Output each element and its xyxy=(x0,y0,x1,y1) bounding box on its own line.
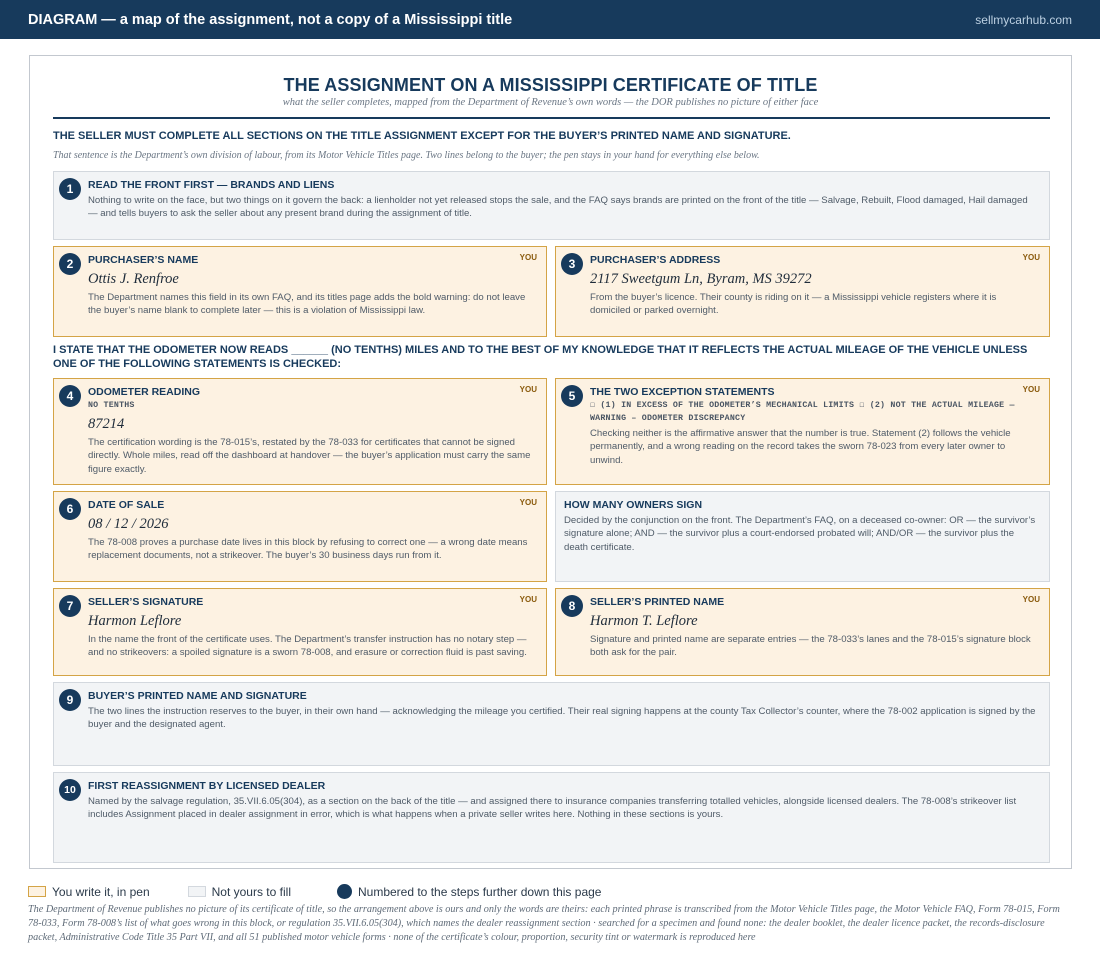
section-title: READ THE FRONT FIRST — BRANDS AND LIENS xyxy=(88,179,335,191)
section-exception-statements xyxy=(555,378,1050,485)
you-tag: YOU xyxy=(1022,385,1040,394)
diagram-header-title: DIAGRAM — a map of the assignment, not a copy of a Mississippi title xyxy=(28,11,513,28)
section-title: SELLER’S PRINTED NAME xyxy=(590,596,725,608)
site-name[interactable]: sellmycarhub.com xyxy=(975,12,1072,27)
no-tenths-label: NO TENTHS xyxy=(88,401,135,410)
title-assignment-sheet xyxy=(29,55,1072,869)
section-description: In the name the front of the certificate uses. The Department’s transfer instruction has no notary step — and no strikeovers: a spoiled signature is a sworn 78-008, and erasure or correction fluid is past saving. xyxy=(88,634,527,659)
you-tag: YOU xyxy=(1022,253,1040,262)
step-number-badge: 7 xyxy=(59,595,81,617)
you-tag: YOU xyxy=(519,595,537,604)
step-number-badge: 5 xyxy=(561,385,583,407)
purchaser-name-value: Ottis J. Renfroe xyxy=(88,271,179,287)
section-description: The two lines the instruction reserves to the buyer, in their own hand — acknowledging the mileage you certified. Their real signing happens at the county Tax Collector’s counter, where the 78-002 application is signed by the buyer and the designated agent. xyxy=(88,706,1036,731)
section-description: Checking neither is the affirmative answer that the number is true. Statement (2) follows the vehicle permanently, and a wrong reading on the record takes the sworn 78-023 from every later owner to unwind. xyxy=(590,428,1011,466)
you-tag: YOU xyxy=(519,385,537,394)
step-number-badge: 9 xyxy=(59,689,81,711)
section-description: Decided by the conjunction on the front. The Department’s FAQ, on a deceased co-owner: OR — the survivor’s signature alone; AND — the survivor plus a court-endorsed probated will; AND/OR — the survivor plus the death certificate. xyxy=(564,515,1036,553)
odometer-value: 87214 xyxy=(88,416,125,432)
section-dealer-reassignment xyxy=(53,772,1050,863)
step-number-badge: 1 xyxy=(59,178,81,200)
section-title: BUYER’S PRINTED NAME AND SIGNATURE xyxy=(88,690,307,702)
section-description: Named by the salvage regulation, 35.VII.6.05(304), as a section on the back of the title — and assigned there to insurance companies transferring totalled vehicles, alongside licensed dealers. The 78-008’s strikeover list includes Assignment placed in dealer assignment in error, which is what happens when a private seller writes here. Nothing in these sections is yours. xyxy=(88,796,1017,821)
seller-signature-value: Harmon Leflore xyxy=(88,613,182,629)
date-of-sale-value: 08 / 12 / 2026 xyxy=(88,516,169,532)
seller-statement: THE SELLER MUST COMPLETE ALL SECTIONS ON THE TITLE ASSIGNMENT EXCEPT FOR THE BUYER’S PRINTED NAME AND SIGNATURE. xyxy=(53,130,791,142)
you-tag: YOU xyxy=(1022,595,1040,604)
section-how-many-owners xyxy=(555,491,1050,582)
section-purchaser-name xyxy=(53,246,547,337)
section-title: FIRST REASSIGNMENT BY LICENSED DEALER xyxy=(88,780,326,792)
section-description: Nothing to write on the face, but two things on it govern the back: a lienholder not yet released stops the sale, and the FAQ says brands are printed on the front of the title — Salvage, Rebuilt, Flood damaged, Hail damaged — and tells buyers to ask the seller about any present brand during the assignment of title. xyxy=(88,195,1028,220)
section-seller-signature xyxy=(53,588,547,676)
legend-not-yours-label: Not yours to fill xyxy=(211,884,291,899)
section-purchaser-address xyxy=(555,246,1050,337)
legend-swatch-not-yours xyxy=(188,886,206,897)
step-number-badge: 4 xyxy=(59,385,81,407)
section-title: THE TWO EXCEPTION STATEMENTS xyxy=(590,386,775,398)
section-title: PURCHASER’S ADDRESS xyxy=(590,254,721,266)
you-tag: YOU xyxy=(519,253,537,262)
section-description: The Department names this field in its own FAQ, and its titles page adds the bold warning: do not leave the buyer’s name blank to complete later — this is a violation of Mississippi law. xyxy=(88,292,526,317)
legend-number-dot xyxy=(337,884,352,899)
purchaser-address-value: 2117 Sweetgum Ln, Byram, MS 39272 xyxy=(590,271,812,287)
section-buyer-name-signature xyxy=(53,682,1050,766)
step-number-badge: 2 xyxy=(59,253,81,275)
section-description: From the buyer’s licence. Their county is riding on it — a Mississippi vehicle registers where it is domiciled or parked overnight. xyxy=(590,292,997,317)
section-title: HOW MANY OWNERS SIGN xyxy=(564,499,703,511)
odometer-statement: I STATE THAT THE ODOMETER NOW READS ______ (NO TENTHS) MILES AND TO THE BEST OF MY KNOWLEDGE THAT IT REFLECTS THE ACTUAL MILEAGE OF THE VEHICLE UNLESS ONE OF THE FOLLOWING STATEMENTS IS CHECKED: xyxy=(53,344,1028,370)
step-number-badge: 6 xyxy=(59,498,81,520)
section-odometer-reading xyxy=(53,378,547,485)
seller-statement-note: That sentence is the Department’s own division of labour, from its Motor Vehicle Titles page. Two lines belong to the buyer; the pen stays in your hand for everything else below. xyxy=(53,150,760,161)
section-title: SELLER’S SIGNATURE xyxy=(88,596,204,608)
legend-swatch-you xyxy=(28,886,46,897)
step-number-badge: 3 xyxy=(561,253,583,275)
section-description: The certification wording is the 78-015’s, restated by the 78-033 for certificates that cannot be signed directly. Whole miles, read off the dashboard at handover — the buyer’s application must carry the same figure exactly. xyxy=(88,437,531,475)
step-number-badge: 10 xyxy=(59,779,81,801)
legend-you-label: You write it, in pen xyxy=(52,884,150,899)
step-number-badge: 8 xyxy=(561,595,583,617)
section-title: PURCHASER’S NAME xyxy=(88,254,199,266)
section-description: The 78-008 proves a purchase date lives in this block by refusing to correct one — a wrong date means replacement documents, not a strikeover. The buyer’s 30 business days run from it. xyxy=(88,537,528,562)
title-rule xyxy=(53,117,1050,119)
exception-checkboxes: ☐ (1) IN EXCESS OF THE ODOMETER’S MECHANICAL LIMITS ☐ (2) NOT THE ACTUAL MILEAGE — WARNING – ODOMETER DISCREPANCY xyxy=(590,401,1015,423)
footnote: The Department of Revenue publishes no picture of its certificate of title, so the arrangement above is ours and only the words are theirs: each printed phrase is transcribed from the Motor Vehicle Titles page, the Motor Vehicle FAQ, Form 78-015, Form 78-033, Form 78-008’s list of what goes wrong in this block, or regulation 35.VII.6.05(304), which names the dealer reassignment section · searched for a specimen and found none: the dealer booklet, the dealer licence packet, the records-disclosure packet, Administrative Code Title 35 Part VII, and all 51 published motor vehicle forms · none of the certificate’s colour, proportion, security tint or watermark is reproduced here xyxy=(28,904,1060,943)
legend-numbered-label: Numbered to the steps further down this page xyxy=(357,884,602,899)
sheet-subtitle: what the seller completes, mapped from the Department of Revenue’s own words — the DOR publishes no picture of either face xyxy=(282,97,819,108)
section-date-of-sale xyxy=(53,491,547,582)
legend xyxy=(28,884,601,899)
section-title: DATE OF SALE xyxy=(88,499,165,511)
section-read-front xyxy=(53,171,1050,240)
you-tag: YOU xyxy=(519,498,537,507)
section-description: Signature and printed name are separate entries — the 78-033’s lanes and the 78-015’s signature block both ask for the pair. xyxy=(590,634,1031,659)
section-seller-printed-name xyxy=(555,588,1050,676)
seller-printed-name-value: Harmon T. Leflore xyxy=(590,613,698,629)
top-bar xyxy=(0,0,1100,39)
sheet-title: THE ASSIGNMENT ON A MISSISSIPPI CERTIFICATE OF TITLE xyxy=(283,75,818,95)
section-title: ODOMETER READING xyxy=(88,386,201,398)
